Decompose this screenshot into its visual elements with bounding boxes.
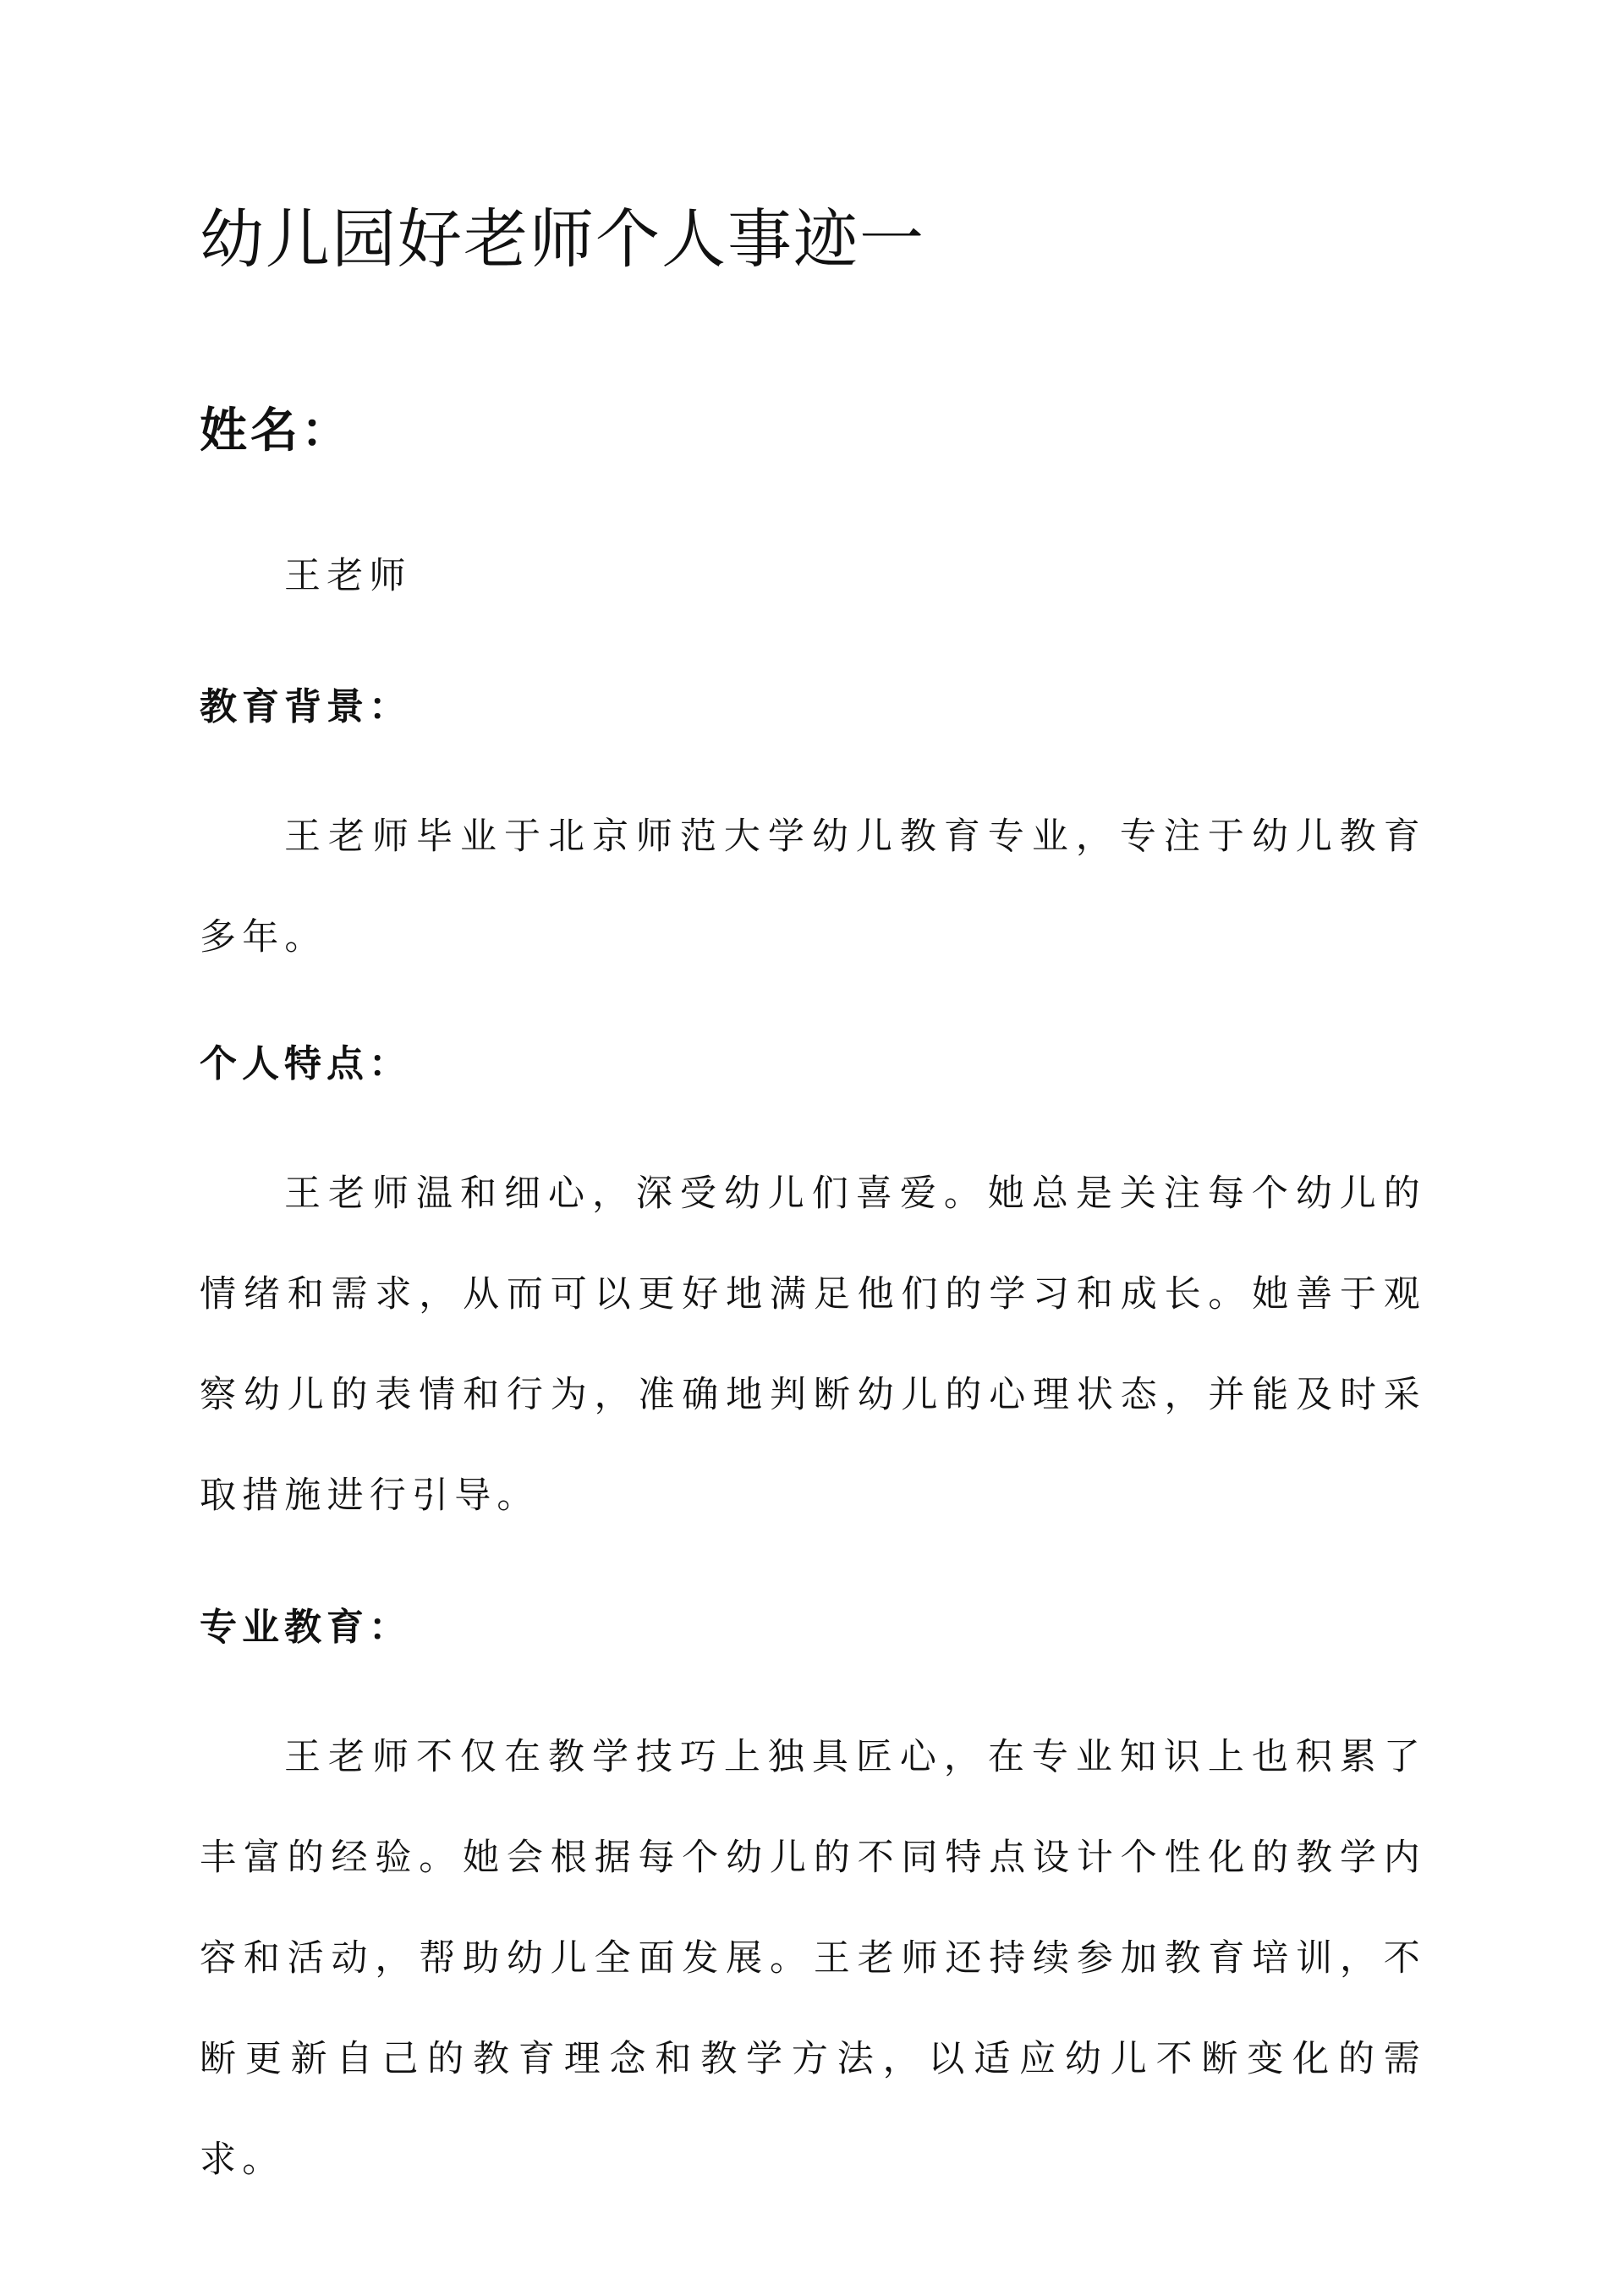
section-body-name: 王老师 [284, 555, 412, 597]
section-heading-education-background: 教育背景： [200, 685, 411, 728]
section-heading-professional-education: 专业教育： [200, 1606, 411, 1649]
section-body-professional-education: 王老师不仅在教学技巧上独具匠心，在专业知识上也积累了丰富的经验。她会根据每个幼儿的不同特点设计个性化的教学内容和活动，帮助幼儿全面发展。王老师还持续参加教育培训，不断更新自己的教育理念和教学方法，以适应幼儿不断变化的需求。 [200, 1736, 1426, 2181]
document-title: 幼儿园好老师个人事迹一 [200, 201, 925, 277]
section-heading-name: 姓名： [200, 403, 352, 459]
section-body-education-background: 王老师毕业于北京师范大学幼儿教育专业，专注于幼儿教育多年。 [200, 816, 1426, 958]
section-body-personal-traits: 王老师温和细心，深受幼儿们喜爱。她总是关注每个幼儿的情绪和需求，从而可以更好地满足他们的学习和成长。她善于观察幼儿的表情和行为，准确地判断幼儿的心理状态，并能及时采取措施进行引导。 [200, 1173, 1426, 1517]
section-heading-personal-traits: 个人特点： [200, 1042, 411, 1085]
